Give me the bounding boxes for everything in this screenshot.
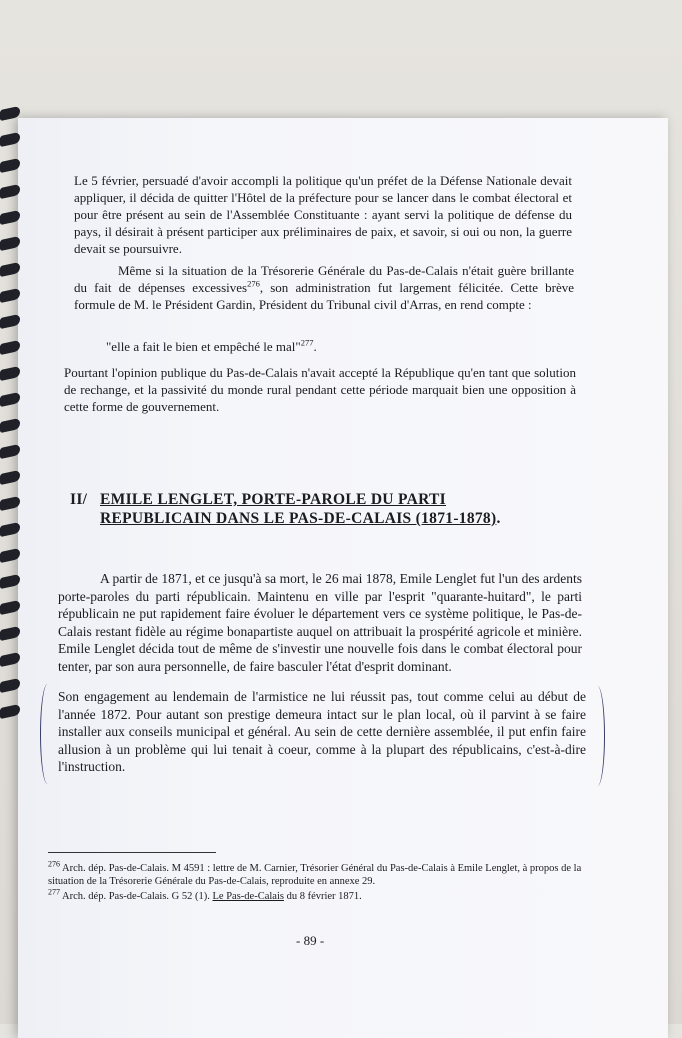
paragraph-1: Le 5 février, persuadé d'avoir accompli la politique qu'un préfet de la Défense Nationale devait appliquer, il décida de quitter l'Hôtel de la préfecture pour se lancer dans le combat électoral et pour être présent au sein de l'Assemblée Constituante : ayant servi la politique de défense du pays, il désirait à présent participer aux préliminaires de paix, et savoir, si oui ou non, la guerre devait se poursuivre.	[74, 173, 572, 256]
margin-bracket-right	[590, 686, 605, 786]
paragraph-5: Son engagement au lendemain de l'armistice ne lui réussit pas, tout comme celui au début de l'année 1872. Pour autant son prestige demeura intact sur le plan local, où il parvint à se faire installer aux conseils municipal et général. Au sein de cette dernière assemblée, il put enfin faire allusion à un problème qui lui tenait à coeur, comme à la plupart des républicains, c'est-à-dire l'instruction.	[58, 689, 586, 774]
quote-end: .	[313, 339, 317, 354]
margin-bracket-left	[40, 684, 55, 784]
paragraph-3: Pourtant l'opinion publique du Pas-de-Calais n'avait accepté la République qu'en tant que solution de rechange, et la passivité du monde rural pendant cette période marquait bien une opposition à cette forme de gouvernement.	[64, 365, 576, 414]
spiral-binding	[0, 108, 26, 728]
quote-text: "elle a fait le bien et empêché le mal"	[106, 339, 301, 354]
page-number: - 89 -	[296, 933, 325, 948]
footnote-277-text: Arch. dép. Pas-de-Calais. G 52 (1).	[60, 891, 213, 902]
footnote-277-end: du 8 février 1871.	[283, 891, 362, 902]
footnote-276-number: 276	[48, 859, 60, 869]
footnote-277	[48, 887, 588, 903]
paragraph-2-text-a: Même si la situation de la Trésorerie Générale du Pas-de-Calais n'était guère brillante du fait de dépenses excessives	[74, 263, 574, 295]
footnote-277-number: 277	[48, 887, 60, 897]
paragraph-2	[74, 262, 574, 313]
section-number: II/	[70, 491, 88, 508]
footnote-ref-277: 277	[300, 337, 314, 348]
heading-end: .	[496, 510, 501, 527]
footnote-ref-276: 276	[247, 278, 260, 289]
heading-line-1: EMILE LENGLET, PORTE-PAROLE DU PARTI	[100, 491, 447, 508]
footnote-276	[48, 859, 588, 888]
heading-line-2: REPUBLICAIN DANS LE PAS-DE-CALAIS (1871-1878)	[100, 510, 497, 527]
quote	[106, 338, 506, 355]
paragraph-2-text-b: , son administration fut largement félicitée. Cette brève formule de M. le Président Gardin, Président du Tribunal civil d'Arras, en rend compte :	[74, 280, 575, 312]
footnote-276-text: Arch. dép. Pas-de-Calais. M 4591 : lettre de M. Carnier, Trésorier Général du Pas-de-Calais à Emile Lenglet, à propos de la situation de la Trésorerie Générale du Pas-de-Calais, reproduite en annexe 29.	[48, 863, 582, 887]
paragraph-4: A partir de 1871, et ce jusqu'à sa mort, le 26 mai 1878, Emile Lenglet fut l'un des ardents porte-paroles du parti républicain. Maintenu en ville par l'esprit "quarante-huitard", le parti républicain ne put rapidement faire évoluer le département vers ce système politique, le Pas-de-Calais restant fidèle au régime bonapartiste auquel on attribuait la prospérité agricole et minière. Emile Lenglet décida tout de même de s'investir une nouvelle fois dans le combat électoral pour tenter, par son aura personnelle, de faire basculer l'état d'esprit dominant.	[58, 571, 582, 674]
footnote-separator	[48, 852, 216, 853]
footnote-277-title: Le Pas-de-Calais	[212, 891, 284, 902]
